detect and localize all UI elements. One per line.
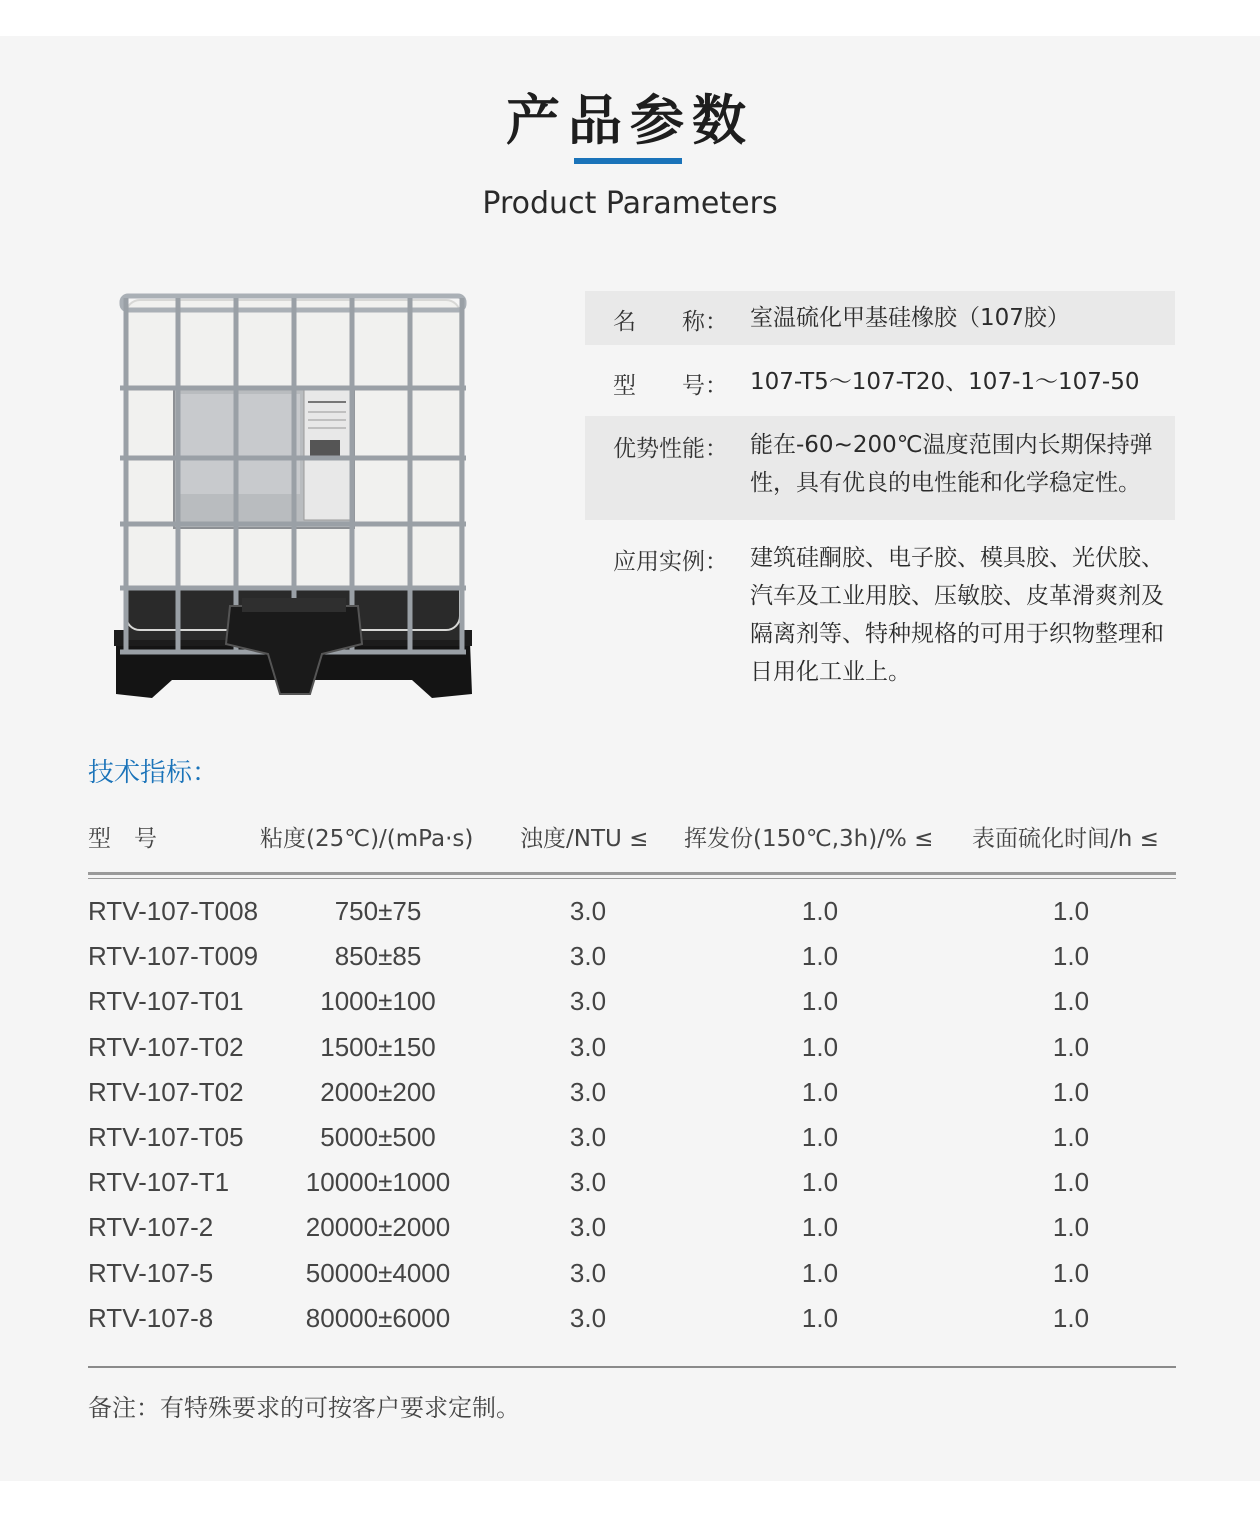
table-row <box>0 1258 1260 1303</box>
cell-viscosity: 1000±100 <box>320 986 436 1016</box>
product-image <box>112 290 474 704</box>
cell-model: RTV-107-T01 <box>88 986 244 1016</box>
table-row <box>0 1303 1260 1348</box>
info-row-model <box>585 355 1175 409</box>
cell-cure-time: 1.0 <box>1052 1077 1090 1107</box>
page-title: 产品参数 <box>506 89 754 152</box>
info-label: 名 称： <box>613 309 728 335</box>
cell-turbidity: 3.0 <box>569 1212 607 1242</box>
cell-model: RTV-107-T1 <box>88 1167 230 1197</box>
page-subtitle: Product Parameters <box>482 186 778 221</box>
cell-turbidity: 3.0 <box>569 896 607 926</box>
table-row <box>0 986 1260 1031</box>
info-row-advantage <box>585 416 1175 520</box>
table-bottom-divider <box>88 1366 1176 1368</box>
cell-volatile: 1.0 <box>801 986 839 1016</box>
cell-model: RTV-107-T02 <box>88 1077 244 1107</box>
title-underline <box>574 158 682 164</box>
note: 备注：有特殊要求的可按客户要求定制。 <box>88 1394 520 1422</box>
cell-turbidity: 3.0 <box>569 1122 607 1152</box>
table-row <box>0 1077 1260 1122</box>
cell-volatile: 1.0 <box>801 1303 839 1333</box>
cell-viscosity: 5000±500 <box>320 1122 436 1152</box>
cell-model: RTV-107-T02 <box>88 1032 244 1062</box>
info-row-application <box>585 531 1175 691</box>
cell-turbidity: 3.0 <box>569 1077 607 1107</box>
cell-model: RTV-107-T009 <box>88 941 259 971</box>
cell-viscosity: 1500±150 <box>320 1032 436 1062</box>
info-value: 能在-60~200℃温度范围内长期保持弹性，具有优良的电性能和化学稳定性。 <box>750 432 1153 496</box>
cell-viscosity: 750±75 <box>334 896 422 926</box>
cell-turbidity: 3.0 <box>569 1032 607 1062</box>
cell-viscosity: 80000±6000 <box>305 1303 451 1333</box>
cell-cure-time: 1.0 <box>1052 1303 1090 1333</box>
cell-cure-time: 1.0 <box>1052 896 1090 926</box>
cell-turbidity: 3.0 <box>569 1167 607 1197</box>
cell-volatile: 1.0 <box>801 1077 839 1107</box>
cell-volatile: 1.0 <box>801 1122 839 1152</box>
col-turbidity: 浊度/NTU ≤ <box>520 826 649 852</box>
table-row <box>0 896 1260 941</box>
col-volatile: 挥发份(150℃,3h)/% ≤ <box>684 826 934 852</box>
info-row-name <box>585 291 1175 345</box>
cell-model: RTV-107-5 <box>88 1258 214 1288</box>
table-row <box>0 1212 1260 1257</box>
cell-volatile: 1.0 <box>801 896 839 926</box>
header-divider <box>88 872 1176 875</box>
info-label: 应用实例： <box>613 549 728 575</box>
cell-turbidity: 3.0 <box>569 941 607 971</box>
header-divider <box>88 878 1176 879</box>
cell-turbidity: 3.0 <box>569 1258 607 1288</box>
cell-cure-time: 1.0 <box>1052 1032 1090 1062</box>
col-viscosity: 粘度(25℃)/(mPa·s) <box>260 826 474 852</box>
cell-cure-time: 1.0 <box>1052 1122 1090 1152</box>
cell-model: RTV-107-T008 <box>88 896 259 926</box>
info-value: 建筑硅酮胶、电子胶、模具胶、光伏胶、汽车及工业用胶、压敏胶、皮革滑爽剂及隔离剂等、特种规格的可用于织物整理和日用化工业上。 <box>750 545 1164 685</box>
info-label: 优势性能： <box>613 436 728 462</box>
col-cure-time: 表面硫化时间/h ≤ <box>972 826 1159 852</box>
cell-cure-time: 1.0 <box>1052 941 1090 971</box>
cell-viscosity: 20000±2000 <box>305 1212 451 1242</box>
col-model: 型 号 <box>88 826 157 852</box>
cell-model: RTV-107-T05 <box>88 1122 244 1152</box>
cell-viscosity: 10000±1000 <box>305 1167 451 1197</box>
cell-model: RTV-107-8 <box>88 1303 214 1333</box>
cell-model: RTV-107-2 <box>88 1212 214 1242</box>
cell-turbidity: 3.0 <box>569 986 607 1016</box>
cell-viscosity: 850±85 <box>334 941 422 971</box>
table-row <box>0 1032 1260 1077</box>
cell-volatile: 1.0 <box>801 1258 839 1288</box>
cell-volatile: 1.0 <box>801 1032 839 1062</box>
table-header <box>88 820 1176 864</box>
table-row <box>0 941 1260 986</box>
info-value: 107-T5～107-T20、107-1～107-50 <box>750 369 1140 395</box>
cell-turbidity: 3.0 <box>569 1303 607 1333</box>
cell-cure-time: 1.0 <box>1052 1212 1090 1242</box>
cell-volatile: 1.0 <box>801 941 839 971</box>
table-row <box>0 1167 1260 1212</box>
info-value: 室温硫化甲基硅橡胶（107胶） <box>750 305 1070 331</box>
cell-viscosity: 50000±4000 <box>305 1258 451 1288</box>
cell-cure-time: 1.0 <box>1052 1167 1090 1197</box>
cell-cure-time: 1.0 <box>1052 1258 1090 1288</box>
cell-cure-time: 1.0 <box>1052 986 1090 1016</box>
section-title: 技术指标： <box>88 758 219 788</box>
info-label: 型 号： <box>613 373 728 399</box>
cell-volatile: 1.0 <box>801 1167 839 1197</box>
cell-volatile: 1.0 <box>801 1212 839 1242</box>
cell-viscosity: 2000±200 <box>320 1077 436 1107</box>
table-row <box>0 1122 1260 1167</box>
